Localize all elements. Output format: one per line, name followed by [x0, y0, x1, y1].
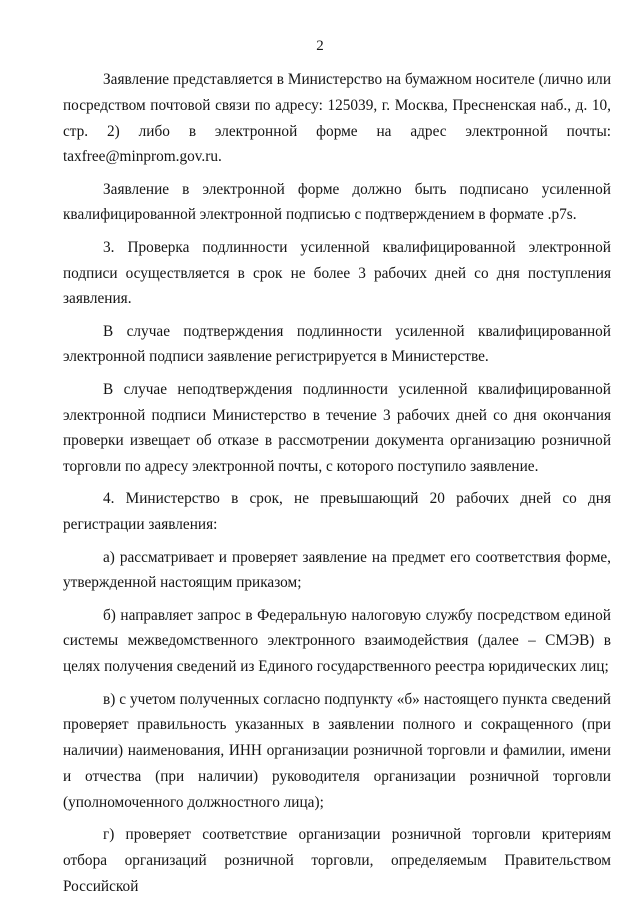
document-body	[63, 67, 611, 906]
paragraph-subitem-b: б) направляет запрос в Федеральную налоговую службу посредством единой системы межведомственного электронного взаимодействия (далее – СМЭВ) в целях получения сведений из Единого государственного реестра юридических лиц;	[63, 606, 611, 676]
paragraph-subitem-v: в) с учетом полученных согласно подпункту «б» настоящего пункта сведений проверяет правильность указанных в заявлении полного и сокращенного (при наличии) наименования, ИНН организации розничной торговли и фамилии, имени и отчества (при наличии) руководителя организации розничной торговли (уполномоченного должностного лица);	[63, 690, 611, 811]
paragraph-subitem-g: г) проверяет соответствие организации розничной торговли критериям отбора организаций розничной торговли, определяемым Правительством Российской	[63, 826, 611, 895]
paragraph-electronic-signature: Заявление в электронной форме должно быть подписано усиленной квалифицированной электронной подписью с подтверждением в формате .p7s.	[63, 180, 611, 224]
paragraph-item-3: 3. Проверка подлинности усиленной квалифицированной электронной подписи осуществляется в срок не более 3 рабочих дней со дня поступления заявления.	[63, 238, 611, 308]
page-number: 2	[316, 38, 324, 54]
paragraph-subitem-a: а) рассматривает и проверяет заявление на предмет его соответствия форме, утвержденной настоящим приказом;	[63, 548, 611, 592]
paragraph-confirmation: В случае подтверждения подлинности усиленной квалифицированной электронной подписи заявление регистрируется в Министерстве.	[63, 322, 611, 366]
paragraph-non-confirmation: В случае неподтверждения подлинности усиленной квалифицированной электронной подписи Министерство в течение 3 рабочих дней со дня окончания проверки извещает об отказе в рассмотрении документа организацию розничной торговли по адресу электронной почты, с которого поступило заявление.	[63, 380, 611, 476]
paragraph-item-4: 4. Министерство в срок, не превышающий 20 рабочих дней со дня регистрации заявления:	[63, 490, 611, 534]
paragraph-submission: Заявление представляется в Министерство на бумажном носителе (лично или посредством почтовой связи по адресу: 125039, г. Москва, Пресненская наб., д. 10, стр. 2) либо в электронной форме на адрес электронной почты: taxfree@minprom.gov.ru.	[63, 71, 611, 166]
